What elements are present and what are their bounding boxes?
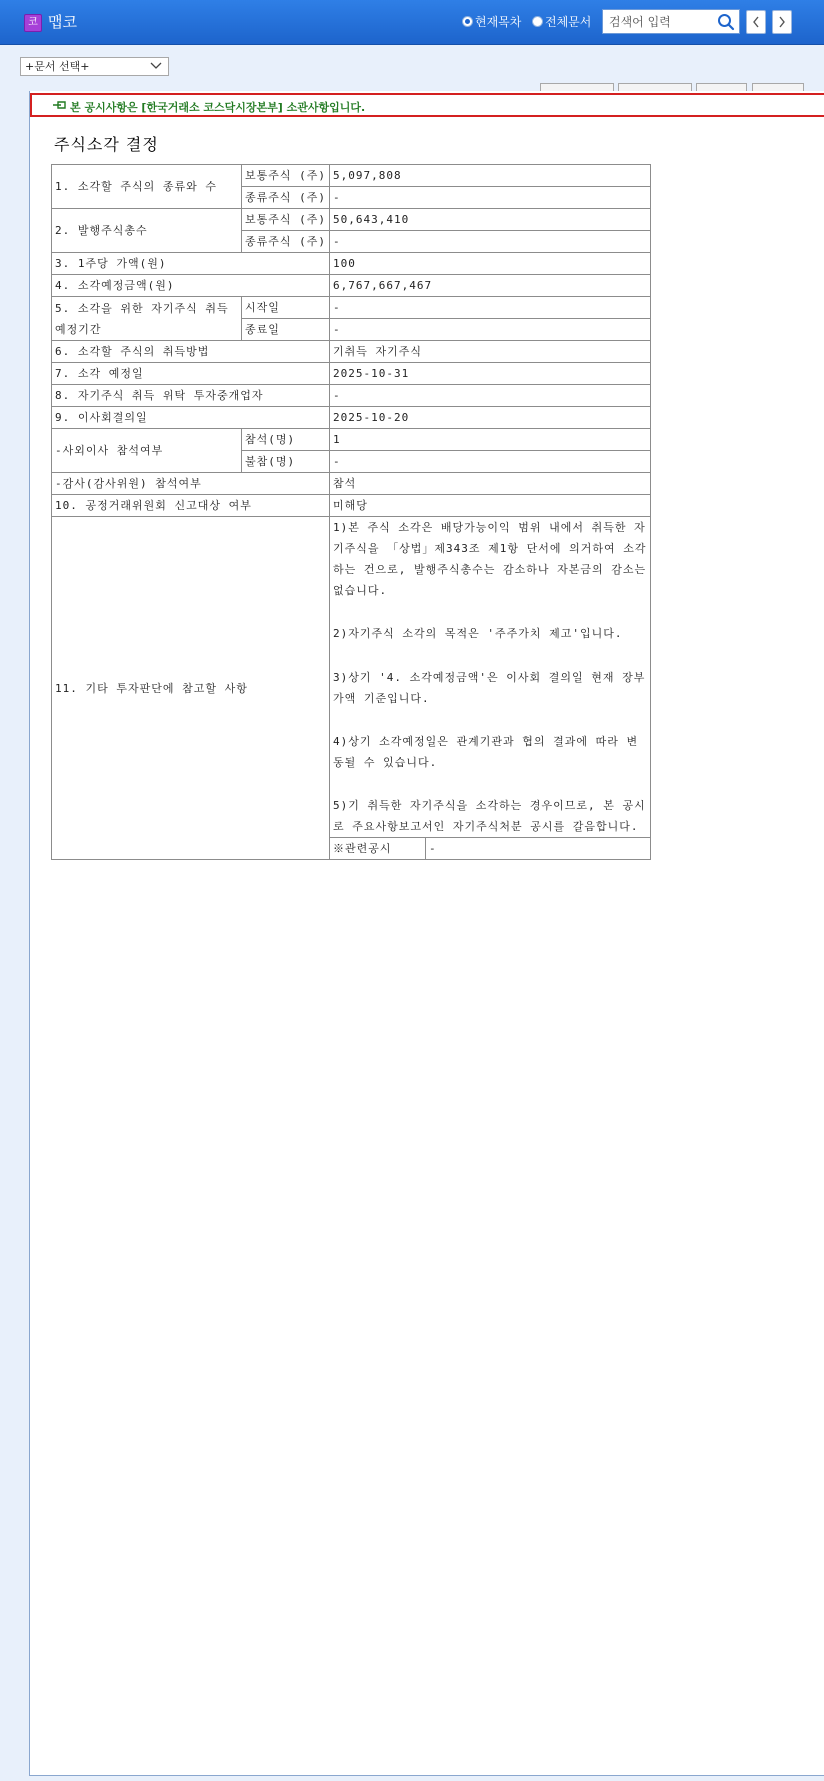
cell-value: -: [330, 385, 651, 407]
row-label: 6. 소각할 주식의 취득방법: [52, 341, 330, 363]
sub-label: 종류주식 (주): [242, 231, 330, 253]
row-label: 1. 소각할 주식의 종류와 수: [52, 165, 242, 209]
cell-value: -: [330, 297, 651, 319]
table-row: [52, 297, 651, 319]
radio-current-section-label: 현재목차: [475, 15, 522, 29]
top-bar: [0, 0, 824, 45]
table-row: [52, 275, 651, 297]
table-row: [52, 341, 651, 363]
notice-text: 본 공시사항은 [한국거래소 코스닥시장본부] 소관사항입니다.: [70, 101, 366, 114]
remark-paragraph: 1)본 주식 소각은 배당가능이익 범위 내에서 취득한 자기주식을 「상법」제343조 제1항 단서에 의거하여 소각하는 건으로, 발행주식총수는 감소하나 자본금의 감소는 없습니다.: [333, 521, 647, 597]
cell-value: -: [330, 451, 651, 473]
cell-value: 6,767,667,467: [330, 275, 651, 297]
next-result-button[interactable]: [772, 10, 792, 34]
remark-paragraph: 3)상기 '4. 소각예정금액'은 이사회 결의일 현재 장부가액 기준입니다.: [333, 671, 646, 705]
row-label: 3. 1주당 가액(원): [52, 253, 330, 275]
radio-whole-document-indicator[interactable]: [532, 16, 543, 27]
search-icon[interactable]: [717, 13, 735, 31]
table-row: [52, 495, 651, 517]
remark-paragraph: 4)상기 소각예정일은 관계기관과 협의 결과에 따라 변동될 수 있습니다.: [333, 735, 639, 769]
app-logo-icon: 코: [24, 14, 42, 32]
table-row: [52, 363, 651, 385]
row-label: 4. 소각예정금액(원): [52, 275, 330, 297]
row-label: 7. 소각 예정일: [52, 363, 330, 385]
sub-label: 불참(명): [242, 451, 330, 473]
cell-value: 미해당: [330, 495, 651, 517]
disclosure-table: [51, 164, 651, 860]
search-input[interactable]: [609, 14, 709, 30]
table-row: [52, 517, 651, 838]
document-select-value: +문서 선택+: [25, 60, 90, 73]
table-row: [52, 473, 651, 495]
row-label: 10. 공정거래위원회 신고대상 여부: [52, 495, 330, 517]
document-viewer: [29, 91, 824, 1776]
cell-value: 2025-10-20: [330, 407, 651, 429]
sub-label: 종료일: [242, 319, 330, 341]
chevron-left-icon: [752, 16, 760, 28]
table-row: [52, 407, 651, 429]
chevron-right-icon: [778, 16, 786, 28]
table-row: [52, 253, 651, 275]
cell-value: 100: [330, 253, 651, 275]
row-label: 8. 자기주식 취득 위탁 투자중개업자: [52, 385, 330, 407]
table-row: [52, 165, 651, 187]
sub-label: 보통주식 (주): [242, 209, 330, 231]
sub-label: 시작일: [242, 297, 330, 319]
jurisdiction-notice: [30, 93, 824, 117]
radio-current-section[interactable]: [462, 13, 521, 30]
cell-value: -: [330, 187, 651, 209]
document-select[interactable]: [20, 57, 169, 76]
remarks-cell: [330, 517, 651, 838]
radio-current-section-indicator[interactable]: [462, 16, 473, 27]
cell-value: 기취득 자기주식: [330, 341, 651, 363]
remark-paragraph: 5)기 취득한 자기주식을 소각하는 경우이므로, 본 공시로 주요사항보고서인 자기주식처분 공시를 갈음합니다.: [333, 799, 646, 833]
row-label: -사외이사 참석여부: [52, 429, 242, 473]
cell-value: -: [330, 319, 651, 341]
pointing-hand-icon: [52, 100, 66, 110]
row-label: 2. 발행주식총수: [52, 209, 242, 253]
cell-value: 1: [330, 429, 651, 451]
related-disclosure-label: ※관련공시: [330, 838, 426, 860]
cell-value: 50,643,410: [330, 209, 651, 231]
sub-label: 종류주식 (주): [242, 187, 330, 209]
remark-paragraph: 2)자기주식 소각의 목적은 '주주가치 제고'입니다.: [333, 627, 623, 640]
row-label: 5. 소각을 위한 자기주식 취득 예정기간: [52, 297, 242, 341]
chevron-down-icon: [150, 62, 162, 70]
prev-result-button[interactable]: [746, 10, 766, 34]
document-title: 주식소각 결정: [54, 135, 159, 154]
cell-value: 5,097,808: [330, 165, 651, 187]
cell-value: -: [330, 231, 651, 253]
row-label: -감사(감사위원) 참석여부: [52, 473, 330, 495]
table-row: [52, 385, 651, 407]
search-box: [602, 9, 740, 34]
related-disclosure-value: -: [426, 838, 651, 860]
app-name: 맵코: [48, 13, 77, 31]
sub-label: 참석(명): [242, 429, 330, 451]
sub-label: 보통주식 (주): [242, 165, 330, 187]
table-row: [52, 429, 651, 451]
table-row: [52, 209, 651, 231]
row-label: 11. 기타 투자판단에 참고할 사항: [52, 517, 330, 860]
radio-whole-document-label: 전체문서: [545, 15, 592, 29]
row-label: 9. 이사회결의일: [52, 407, 330, 429]
cell-value: 2025-10-31: [330, 363, 651, 385]
radio-whole-document[interactable]: [532, 13, 591, 30]
cell-value: 참석: [330, 473, 651, 495]
